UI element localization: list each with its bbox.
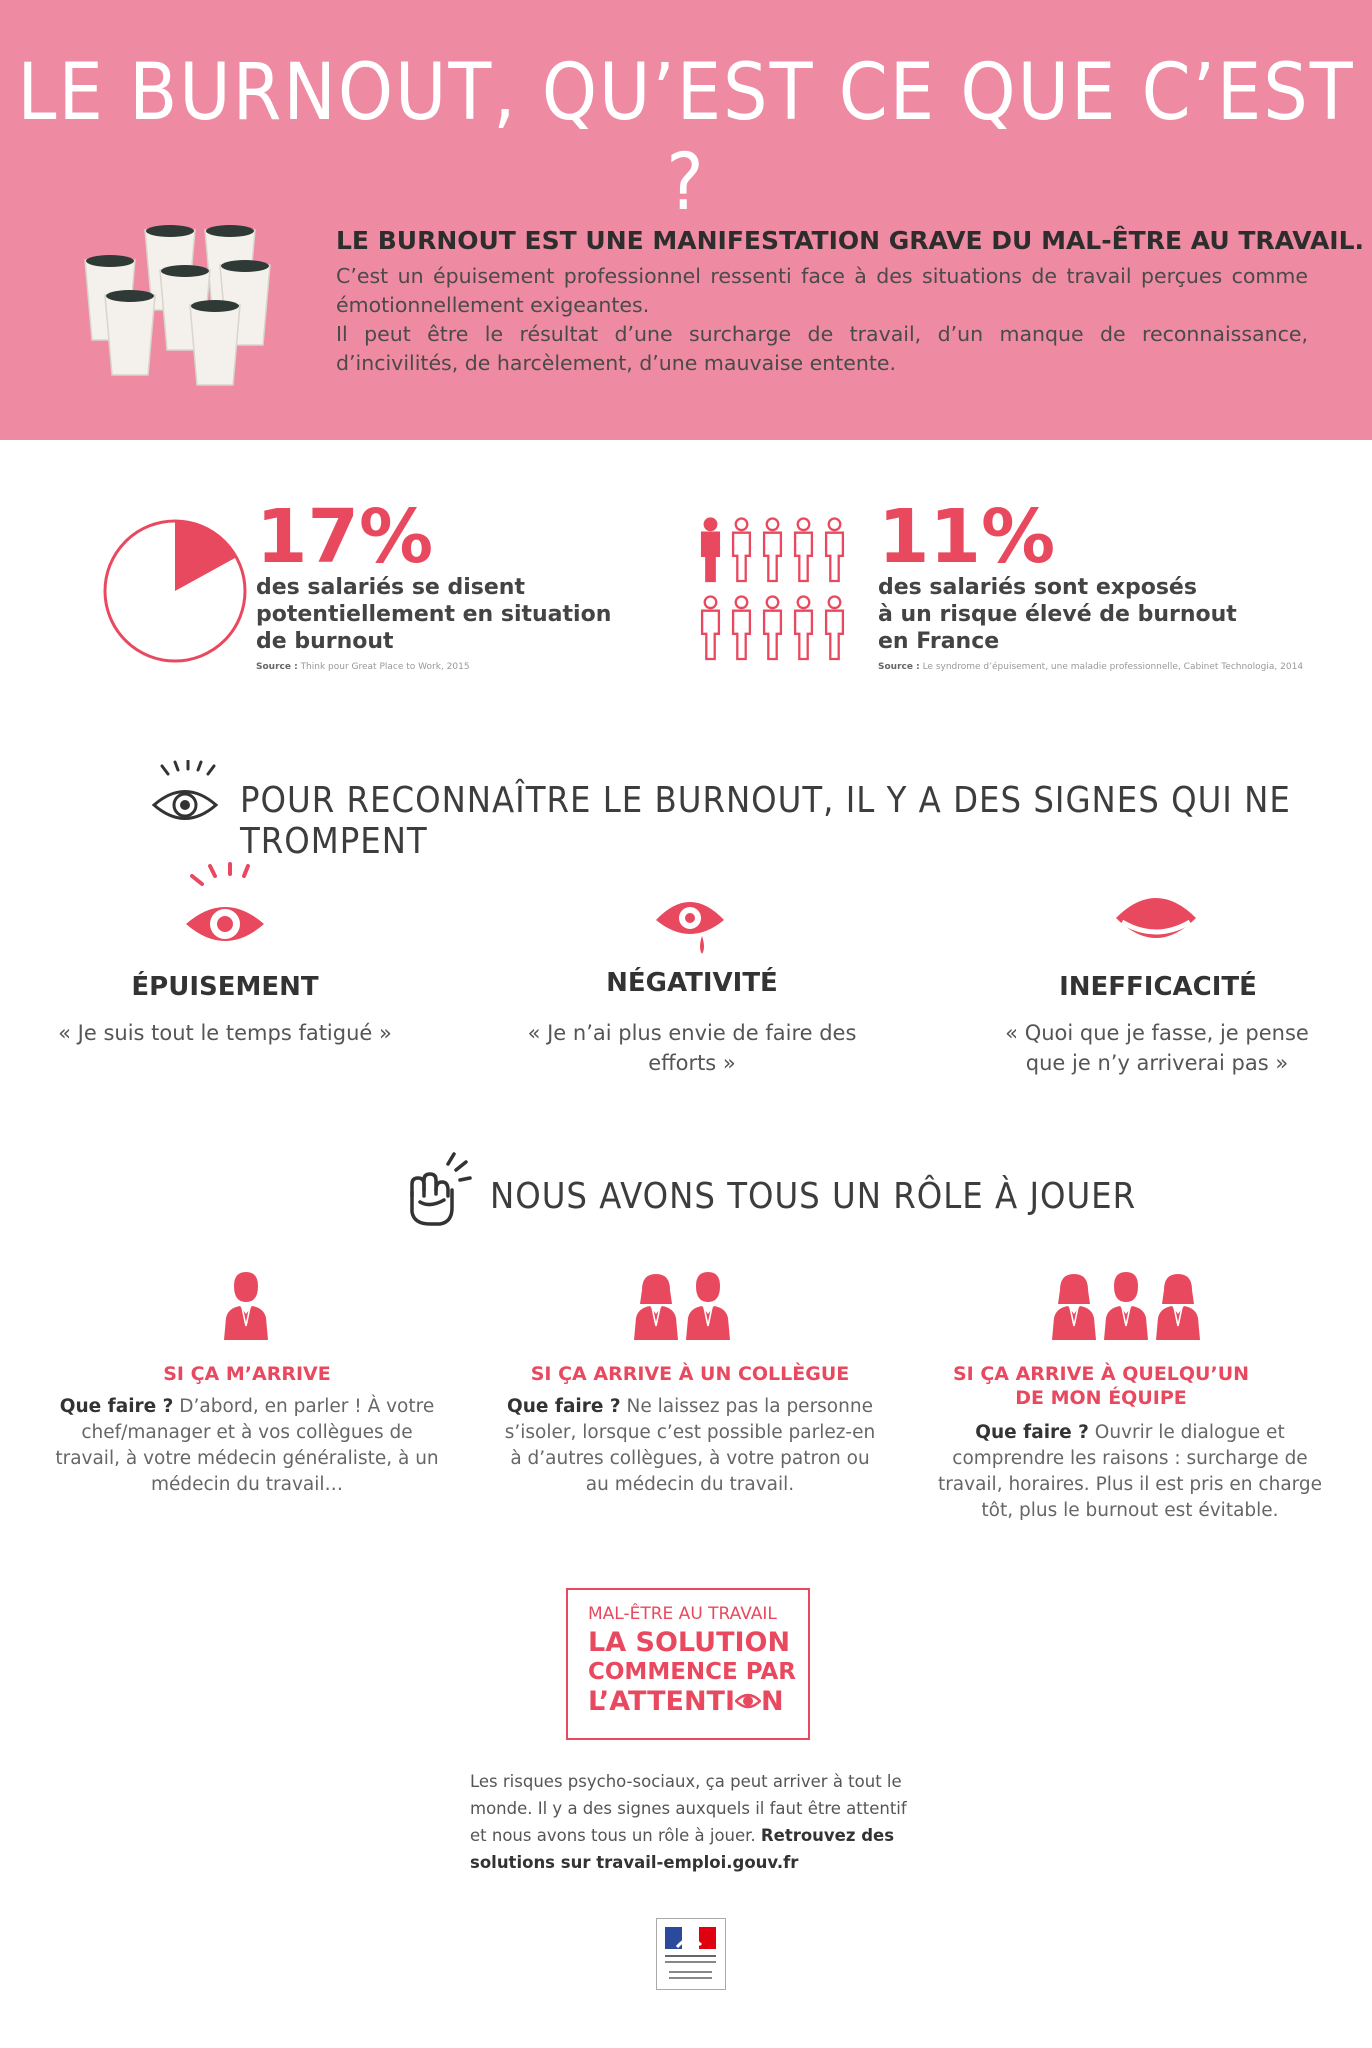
role-title-team: SI ÇA ARRIVE À QUELQU’UN DE MON ÉQUIPE	[952, 1363, 1250, 1409]
box-line-1: MAL-ÊTRE AU TRAVAIL	[588, 1604, 777, 1624]
sign-title-inefficiency: INEFFICACITÉ	[1059, 972, 1257, 1002]
tired-eye-icon	[180, 862, 270, 957]
person-icon-outline	[826, 597, 843, 659]
footer-text	[470, 1768, 920, 1876]
single-person-icon	[210, 1270, 284, 1342]
person-icon-outline	[733, 519, 750, 581]
male-person-icon	[1104, 1272, 1148, 1340]
footer-link-text[interactable]: Retrouvez des solutions sur travail-emploi.gouv.fr	[470, 1826, 895, 1872]
sign-title-exhaustion: ÉPUISEMENT	[131, 972, 319, 1002]
eye-icon	[148, 760, 222, 830]
stat-source-2	[878, 662, 1303, 672]
role-text-team	[930, 1420, 1330, 1524]
stat-desc-1-line1: des salariés se disent	[256, 575, 525, 600]
person-icon-outline	[764, 597, 781, 659]
female-person-icon	[634, 1274, 678, 1340]
role-body-self: D’abord, en parler ! À votre chef/manager et à vos collègues de travail, à votre médecin généraliste, à un médecin du travail…	[55, 1396, 439, 1495]
solution-box	[566, 1588, 810, 1740]
stat-source-1	[256, 662, 470, 672]
role-label-colleague: Que faire ?	[507, 1396, 621, 1417]
role-body-colleague: Ne laissez pas la personne s’isoler, lorsque c’est possible parlez-en à d’autres collègues, à votre patron ou au médecin du travail.	[504, 1396, 876, 1495]
page-title: LE BURNOUT, QU’EST CE QUE C’EST ?	[17, 48, 1355, 228]
footer-body: Les risques psycho-sociaux, ça peut arriver à tout le monde. Il y a des signes auxquels il faut être attentif et nous avons tous un rôle à jouer.	[470, 1772, 907, 1845]
paper-cups-image	[60, 200, 300, 400]
people-pictogram-grid	[696, 514, 856, 664]
source-text-2: Le syndrome d’épuisement, une maladie professionnelle, Cabinet Technologia, 2014	[922, 662, 1304, 672]
pie-chart-17-percent	[100, 516, 250, 666]
sign-title-negativity: NÉGATIVITÉ	[606, 968, 778, 998]
stat-value-2: 11%	[878, 494, 1056, 580]
role-text-colleague	[500, 1394, 880, 1498]
team-icon	[1048, 1270, 1208, 1342]
sign-quote-negativity: « Je n’ai plus envie de faire des efforts »	[527, 1021, 857, 1075]
roles-heading: NOUS AVONS TOUS UN RÔLE À JOUER	[490, 1176, 1137, 1217]
role-body-team: Ouvrir le dialogue et comprendre les raisons : surcharge de travail, horaires. Plus il est pris en charge tôt, plus le burnout est évitable.	[937, 1422, 1323, 1521]
person-icon-highlighted	[702, 519, 719, 581]
female-person-icon	[1052, 1274, 1096, 1340]
role-title-self: SI ÇA M’ARRIVE	[163, 1363, 331, 1385]
male-person-icon	[686, 1272, 730, 1340]
source-label-2: Source :	[878, 662, 920, 672]
stat-desc-2-line2: à un risque élevé de burnout	[878, 602, 1237, 627]
two-persons-icon	[630, 1270, 750, 1342]
stat-desc-1-line3: de burnout	[256, 629, 394, 654]
person-icon-outline	[764, 519, 781, 581]
eye-o-icon	[735, 1690, 761, 1712]
person-icon-outline	[702, 597, 719, 659]
intro-heading: LE BURNOUT EST UNE MANIFESTATION GRAVE DU MAL-ÊTRE AU TRAVAIL.	[336, 226, 1365, 255]
sign-quote-exhaustion: « Je suis tout le temps fatigué »	[58, 1021, 392, 1045]
person-icon-outline	[795, 519, 812, 581]
intro-paragraph-1: C’est un épuisement professionnel ressenti face à des situations de travail perçues comme émotionnellement exigeantes.	[336, 264, 1308, 317]
crying-eye-icon	[650, 890, 730, 970]
french-republic-logo	[657, 1919, 725, 1989]
ministry-logo	[656, 1918, 726, 1990]
role-title-colleague: SI ÇA ARRIVE À UN COLLÈGUE	[530, 1363, 850, 1385]
intro-paragraph-2: Il peut être le résultat d’une surcharge de travail, d’un manque de reconnaissance, d’incivilités, de harcèlement, d’une mauvaise entente.	[336, 322, 1308, 375]
sign-quote-inefficiency: « Quoi que je fasse, je pense que je n’y arriverai pas »	[1005, 1021, 1309, 1075]
stat-desc-2-line3: en France	[878, 629, 1000, 654]
role-text-self	[47, 1394, 447, 1498]
closed-eye-icon	[1114, 892, 1198, 950]
role-label-team: Que faire ?	[975, 1422, 1089, 1443]
male-person-icon	[224, 1272, 268, 1340]
source-label-1: Source :	[256, 662, 298, 672]
box-line-2: LA SOLUTION	[588, 1627, 791, 1658]
stat-desc-1	[256, 574, 611, 655]
box-line-4-text: L’ATTENTI	[588, 1686, 736, 1717]
role-label-self: Que faire ?	[59, 1396, 174, 1417]
signs-heading: POUR RECONNAÎTRE LE BURNOUT, IL Y A DES SIGNES QUI NE TROMPENT	[240, 780, 1291, 862]
source-text-1: Think pour Great Place to Work, 2015	[300, 662, 470, 672]
box-line-4-end: N	[761, 1686, 784, 1717]
female-person-icon	[1156, 1274, 1200, 1340]
stat-desc-2-line1: des salariés sont exposés	[878, 575, 1197, 600]
stat-value-1: 17%	[256, 494, 434, 580]
raised-hand-icon	[400, 1150, 472, 1230]
box-line-4	[588, 1686, 808, 1718]
person-icon-outline	[733, 597, 750, 659]
stat-desc-2	[878, 574, 1237, 655]
person-icon-outline	[826, 519, 843, 581]
stat-desc-1-line2: potentiellement en situation	[256, 602, 612, 627]
box-line-3: COMMENCE PAR	[588, 1659, 797, 1685]
person-icon-outline	[795, 597, 812, 659]
